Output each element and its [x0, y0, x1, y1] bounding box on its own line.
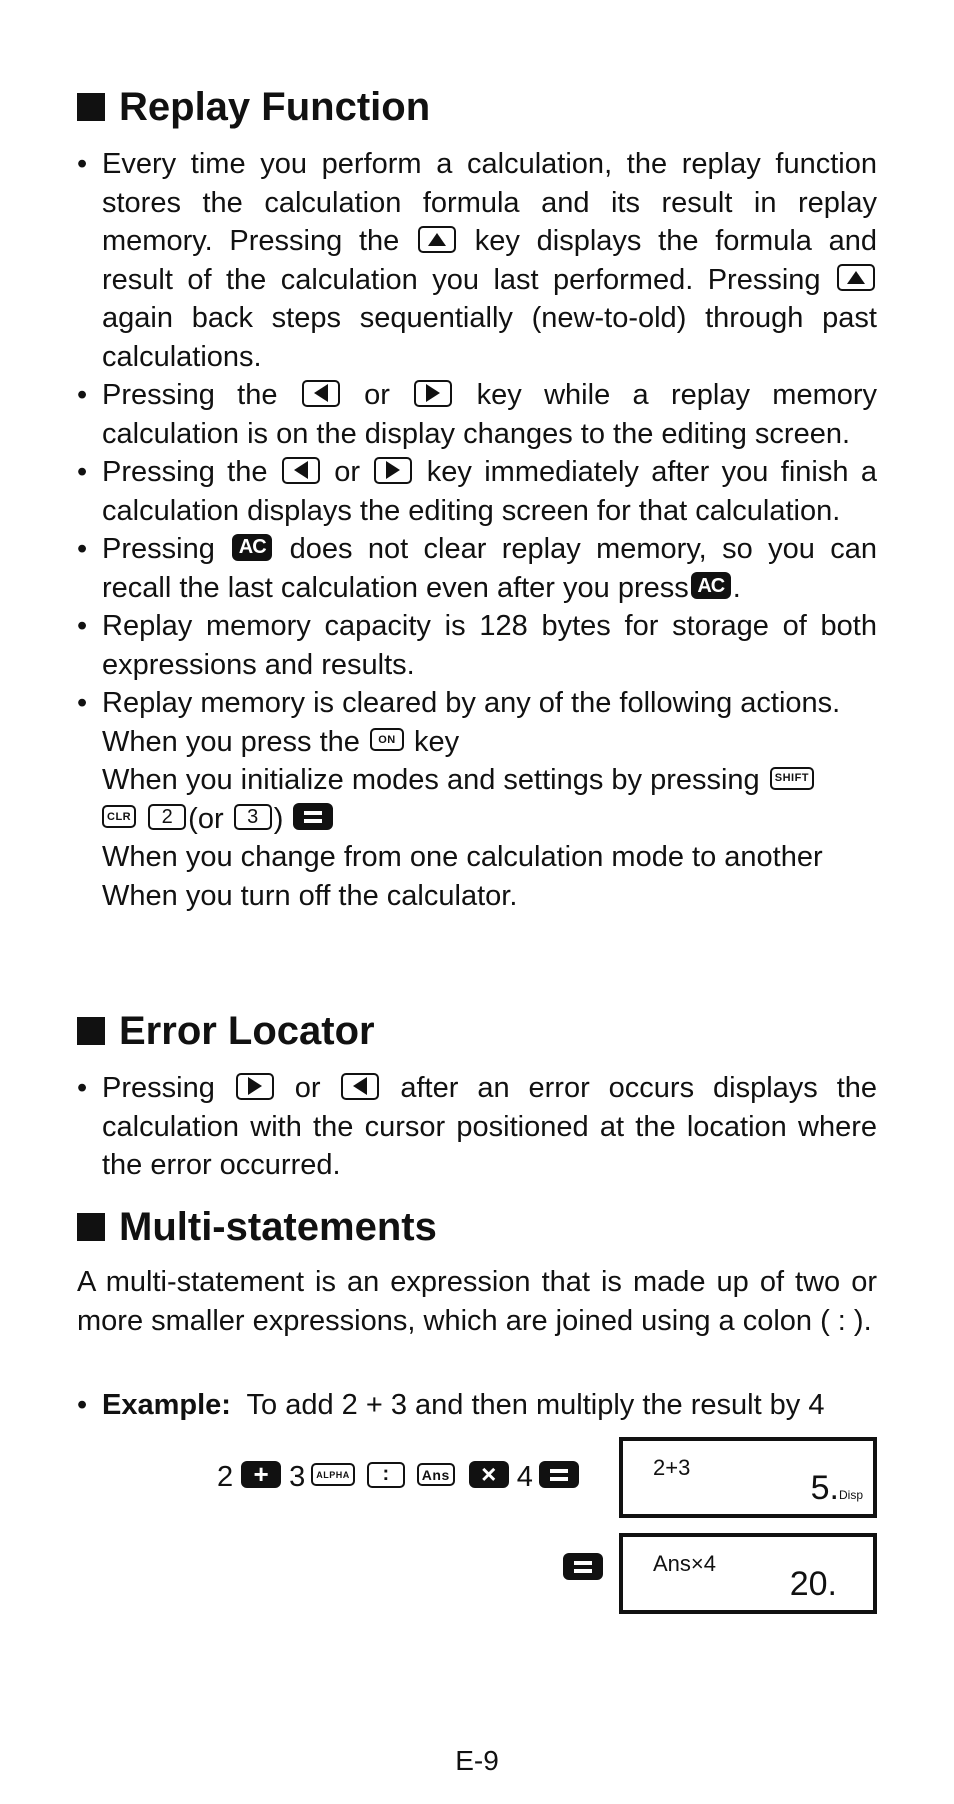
ans-key-icon: Ans [417, 1463, 455, 1486]
plus-key-icon: + [241, 1461, 281, 1488]
multi-heading: Multi-statements [77, 1207, 437, 1247]
equals-key-icon [293, 803, 333, 830]
replay-heading: Replay Function [77, 87, 430, 127]
right-arrow-key-icon [236, 1073, 274, 1100]
calculator-display-1 [619, 1437, 877, 1518]
alpha-key-icon: ALPHA [311, 1463, 355, 1486]
left-arrow-key-icon [302, 380, 340, 407]
equals-key-icon [539, 1461, 579, 1488]
clear-condition-4: When you turn off the calculator. [102, 879, 518, 912]
square-bullet-icon [77, 93, 105, 121]
colon-key-icon: : [367, 1462, 405, 1488]
error-list [77, 1069, 877, 1185]
up-arrow-key-icon [418, 226, 456, 253]
ac-key-icon: AC [232, 534, 272, 561]
clr-key-icon: CLR [102, 805, 136, 828]
equals-key-icon [563, 1553, 603, 1580]
display-result: 20. [789, 1565, 837, 1603]
display-expression: Ans×4 [653, 1551, 716, 1576]
left-arrow-key-icon [282, 457, 320, 484]
multiply-key-icon: × [469, 1461, 509, 1488]
right-arrow-key-icon [414, 380, 452, 407]
up-arrow-key-icon [837, 264, 875, 291]
left-arrow-key-icon [341, 1073, 379, 1100]
multi-list [77, 1386, 877, 1425]
square-bullet-icon [77, 1213, 105, 1241]
error-heading: Error Locator [77, 1011, 375, 1051]
key-sequence-1: 2 + 3 ALPHA : Ans × 4 [217, 1461, 581, 1494]
replay-bullet-6: • Replay memory is cleared by any of the following actions. When you press the ON key When you initialize modes and settings by pressing SHIFT CLR 2 (or 3 ) When you change from one calculation mode to another When you turn off the calculator. [77, 684, 877, 915]
clear-condition-2: When you initialize modes and settings by pressing SHIFT CLR 2 (or 3 ) [102, 761, 877, 838]
multi-intro: A multi-statement is an expression that is made up of two or more smaller expressions, which are joined using a colon ( : ). [77, 1266, 877, 1337]
replay-bullet-2: • Pressing the or key while a replay memory calculation is on the display changes to the editing screen. [77, 376, 877, 453]
error-bullet-1: • Pressing or after an error occurs displays the calculation with the cursor positioned at the location where the error occurred. [77, 1069, 877, 1185]
ac-key-icon: AC [691, 572, 731, 599]
two-key-icon: 2 [148, 804, 186, 830]
display-result: 5.Disp [810, 1469, 863, 1507]
clear-condition-3: When you change from one calculation mode to another [102, 841, 823, 873]
replay-list [77, 145, 877, 915]
example-bullet: • Example: To add 2 + 3 and then multiply the result by 4 [77, 1386, 877, 1425]
replay-bullet-4: • Pressing AC does not clear replay memory, so you can recall the last calculation even after you press AC . [77, 530, 877, 607]
clear-condition-1: When you press the ON key [102, 725, 460, 758]
shift-key-icon: SHIFT [770, 767, 814, 790]
three-key-icon: 3 [234, 804, 272, 830]
right-arrow-key-icon [374, 457, 412, 484]
replay-bullet-3: • Pressing the or key immediately after you finish a calculation displays the editing screen for that calculation. [77, 453, 877, 530]
page-number: E-9 [455, 1745, 499, 1776]
key-sequence-2 [561, 1556, 605, 1583]
display-expression: 2+3 [653, 1455, 691, 1480]
disp-indicator: Disp [838, 1488, 863, 1502]
replay-bullet-5: • Replay memory capacity is 128 bytes for storage of both expressions and results. [77, 607, 877, 684]
replay-bullet-1: • Every time you perform a calculation, the replay function stores the calculation formula and its result in replay memory. Pressing the key displays the formula and result of the calculation you last performed. Pressing again back steps sequentially (new-to-old) through past calculations. [77, 145, 877, 376]
on-key-icon: ON [370, 728, 404, 751]
calculator-display-2 [619, 1533, 877, 1614]
square-bullet-icon [77, 1017, 105, 1045]
